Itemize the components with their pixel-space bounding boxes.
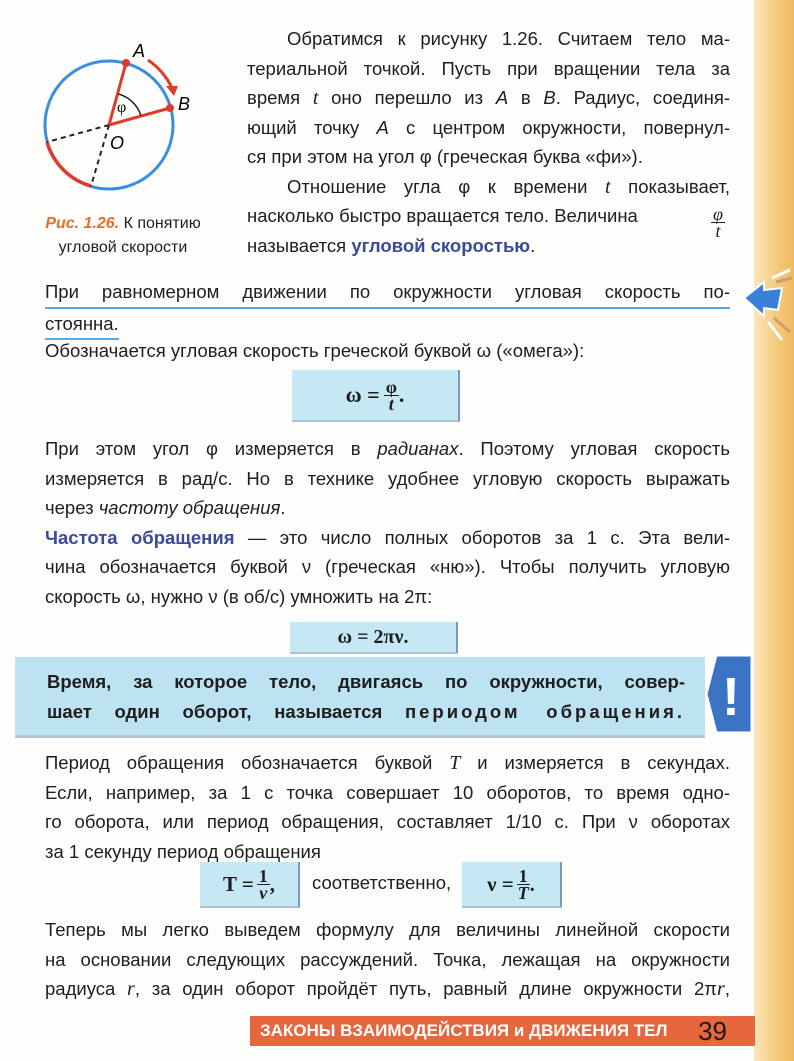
denominator: ν [259,882,268,903]
figure-caption-text: К понятию [123,215,201,232]
text-segment: , [724,978,730,999]
text-segment: ся при этом на угол φ (греческая буква «фи»). [247,146,643,167]
formula-period [200,862,300,908]
text-segment: насколько быстро вращается тело. Величина [247,205,638,226]
point-b-label: B [178,94,191,114]
exclamation-icon [706,655,752,733]
rule-statement [45,277,730,340]
text-segment: через [45,497,99,518]
text-segment: териальной точкой. Пусть при вращении тела за [247,57,730,79]
text-segment: T [449,752,461,774]
text-segment: . Поэтому угловая скорость [458,438,730,459]
text-line [247,231,730,261]
text-segment: , за один оборот пройдёт путь, равный длине окружности 2π [134,978,718,999]
text-line [45,945,730,975]
text-segment: Время, за которое тело, двигаясь по окружности, совер- [47,671,685,692]
frequency-paragraph [45,434,730,611]
text-line [15,697,705,727]
text-segment: Обратимся к рисунку 1.26. Считаем тело ма- [287,28,730,49]
formula-fraction [384,376,399,414]
definition-box [15,657,705,738]
text-segment: t [605,175,611,198]
formula-text: ω = 2πν. [337,625,409,648]
text-line [247,54,730,84]
angle-phi-label: φ [117,99,127,116]
text-line [45,582,730,612]
text-line [45,336,730,366]
text-line [45,778,730,808]
text-segment: Если, например, за 1 с точка совершает 10 оборотов, то время одно- [45,781,730,803]
page-edge-strip [754,0,794,1061]
text-segment: за 1 секунду период обращения [45,840,321,862]
text-segment: Отношение угла φ к времени [287,175,606,197]
text-line [45,748,730,778]
text-segment: При равномерном движении по окружности угловая скорость по- [45,281,730,302]
figure-caption-text-2: угловой скорости [58,239,188,256]
text-segment: Обозначается угловая скорость греческой буквой ω («омега»): [45,340,585,361]
text-segment: скорость ω, нужно ν (в об/с) умножить на 2π: [45,585,433,607]
text-segment: го оборота, или период обращения, составляет 1/10 с. При ν оборотах [45,811,730,832]
intro-paragraph [247,24,730,260]
fraction-phi-over-t [711,206,725,239]
text-segment: в [508,87,544,108]
numerator: 1 [258,865,268,886]
text-segment: показывает, [610,175,730,197]
chapter-title: ЗАКОНЫ ВЗАИМОДЕЙСТВИЯ и ДВИЖЕНИЯ ТЕЛ [260,1021,668,1040]
text-segment: A [495,87,509,108]
text-segment: измеряется в рад/с. Но в технике удобнее угловую скорость выражать [45,467,730,489]
denominator: t [388,393,394,414]
figure-caption [18,212,228,260]
text-segment: Период обращения обозначается буквой [45,752,450,773]
text-line [45,434,730,464]
fraction-denominator: t [715,221,721,241]
linear-speed-paragraph [45,915,730,1004]
text-segment: . [280,497,286,518]
formula-frequency [462,862,562,908]
formula-lhs: T = [222,871,254,896]
page-footer [250,1016,755,1046]
text-segment: с центром окружности, повернул- [388,116,730,138]
exclamation-mark: ! [722,667,740,727]
text-segment: стоянна. [45,312,119,334]
denominator: T [517,882,529,903]
text-segment: t [312,87,319,109]
text-line [247,24,730,54]
key-term: угловой скоростью [351,234,531,256]
text-segment: . [530,234,536,256]
text-line [45,464,730,494]
text-line [247,83,730,113]
text-segment: r [127,978,135,1000]
text-segment: Теперь мы легко выведем формулу для величины линейной скорости [45,919,730,940]
formula-end: . [398,382,405,407]
text-segment: называется [247,234,352,256]
text-line [247,201,730,231]
text-segment: радианах [377,438,459,459]
period-paragraph [45,748,730,866]
text-line [45,915,730,945]
point-a-label: A [133,41,146,61]
text-line [15,667,705,697]
numerator: φ [385,376,397,397]
text-line [45,552,730,582]
formula-omega-phi-t [292,370,460,422]
text-line [247,113,730,143]
text-segment: r [717,978,725,1000]
formula-end: , [269,871,276,896]
formula-omega-2pi-nu [290,622,458,654]
text-segment: При этом угол φ измеряется в [45,438,378,459]
key-term: Частота обращения [45,526,235,548]
text-segment: шает один оборот, называется [47,700,405,722]
text-segment: чина обозначается буквой ν (греческая «ню»). Чтобы получить угловую [45,556,730,577]
attention-arrow-icon [742,268,794,348]
text-segment: оно перешло из [318,87,496,108]
circle-rotation-diagram [0,30,245,210]
formula-fraction [517,865,530,903]
text-line [247,142,730,172]
between-formulas-text: соответственно, [312,872,452,893]
text-segment: ющий точку [247,116,377,138]
text-line [247,172,730,202]
text-line [45,523,730,553]
numerator: 1 [518,865,528,886]
formula-fraction [257,865,270,903]
text-segment: . Радиус, соединя- [555,87,731,108]
formula-lhs: ω = [345,382,380,407]
text-line [45,974,730,1004]
text-segment: B [543,87,556,108]
text-segment: A [376,116,389,138]
figure-number: Рис. 1.26. [45,215,120,232]
center-o-label: O [110,133,125,153]
page-number: 39 [698,1016,727,1046]
formula-end: . [529,871,535,896]
fraction-numerator: φ [713,204,723,224]
text-line [45,837,730,867]
text-line [45,493,730,523]
text-segment: время [247,87,313,108]
text-segment: на основании следующих рассуждений. Точка, лежащая на окружности [45,948,730,970]
text-segment: радиуса [45,978,128,999]
omega-intro [45,336,730,366]
text-line [45,277,730,309]
text-segment: периодом обращения. [404,700,685,722]
text-segment: частоту обращения [98,497,281,518]
formula-lhs: ν = [487,871,514,896]
text-segment: и измеряется в секундах. [460,752,730,773]
text-line [45,807,730,837]
text-segment: — это число полных оборотов за 1 с. Эта вели- [234,526,731,548]
